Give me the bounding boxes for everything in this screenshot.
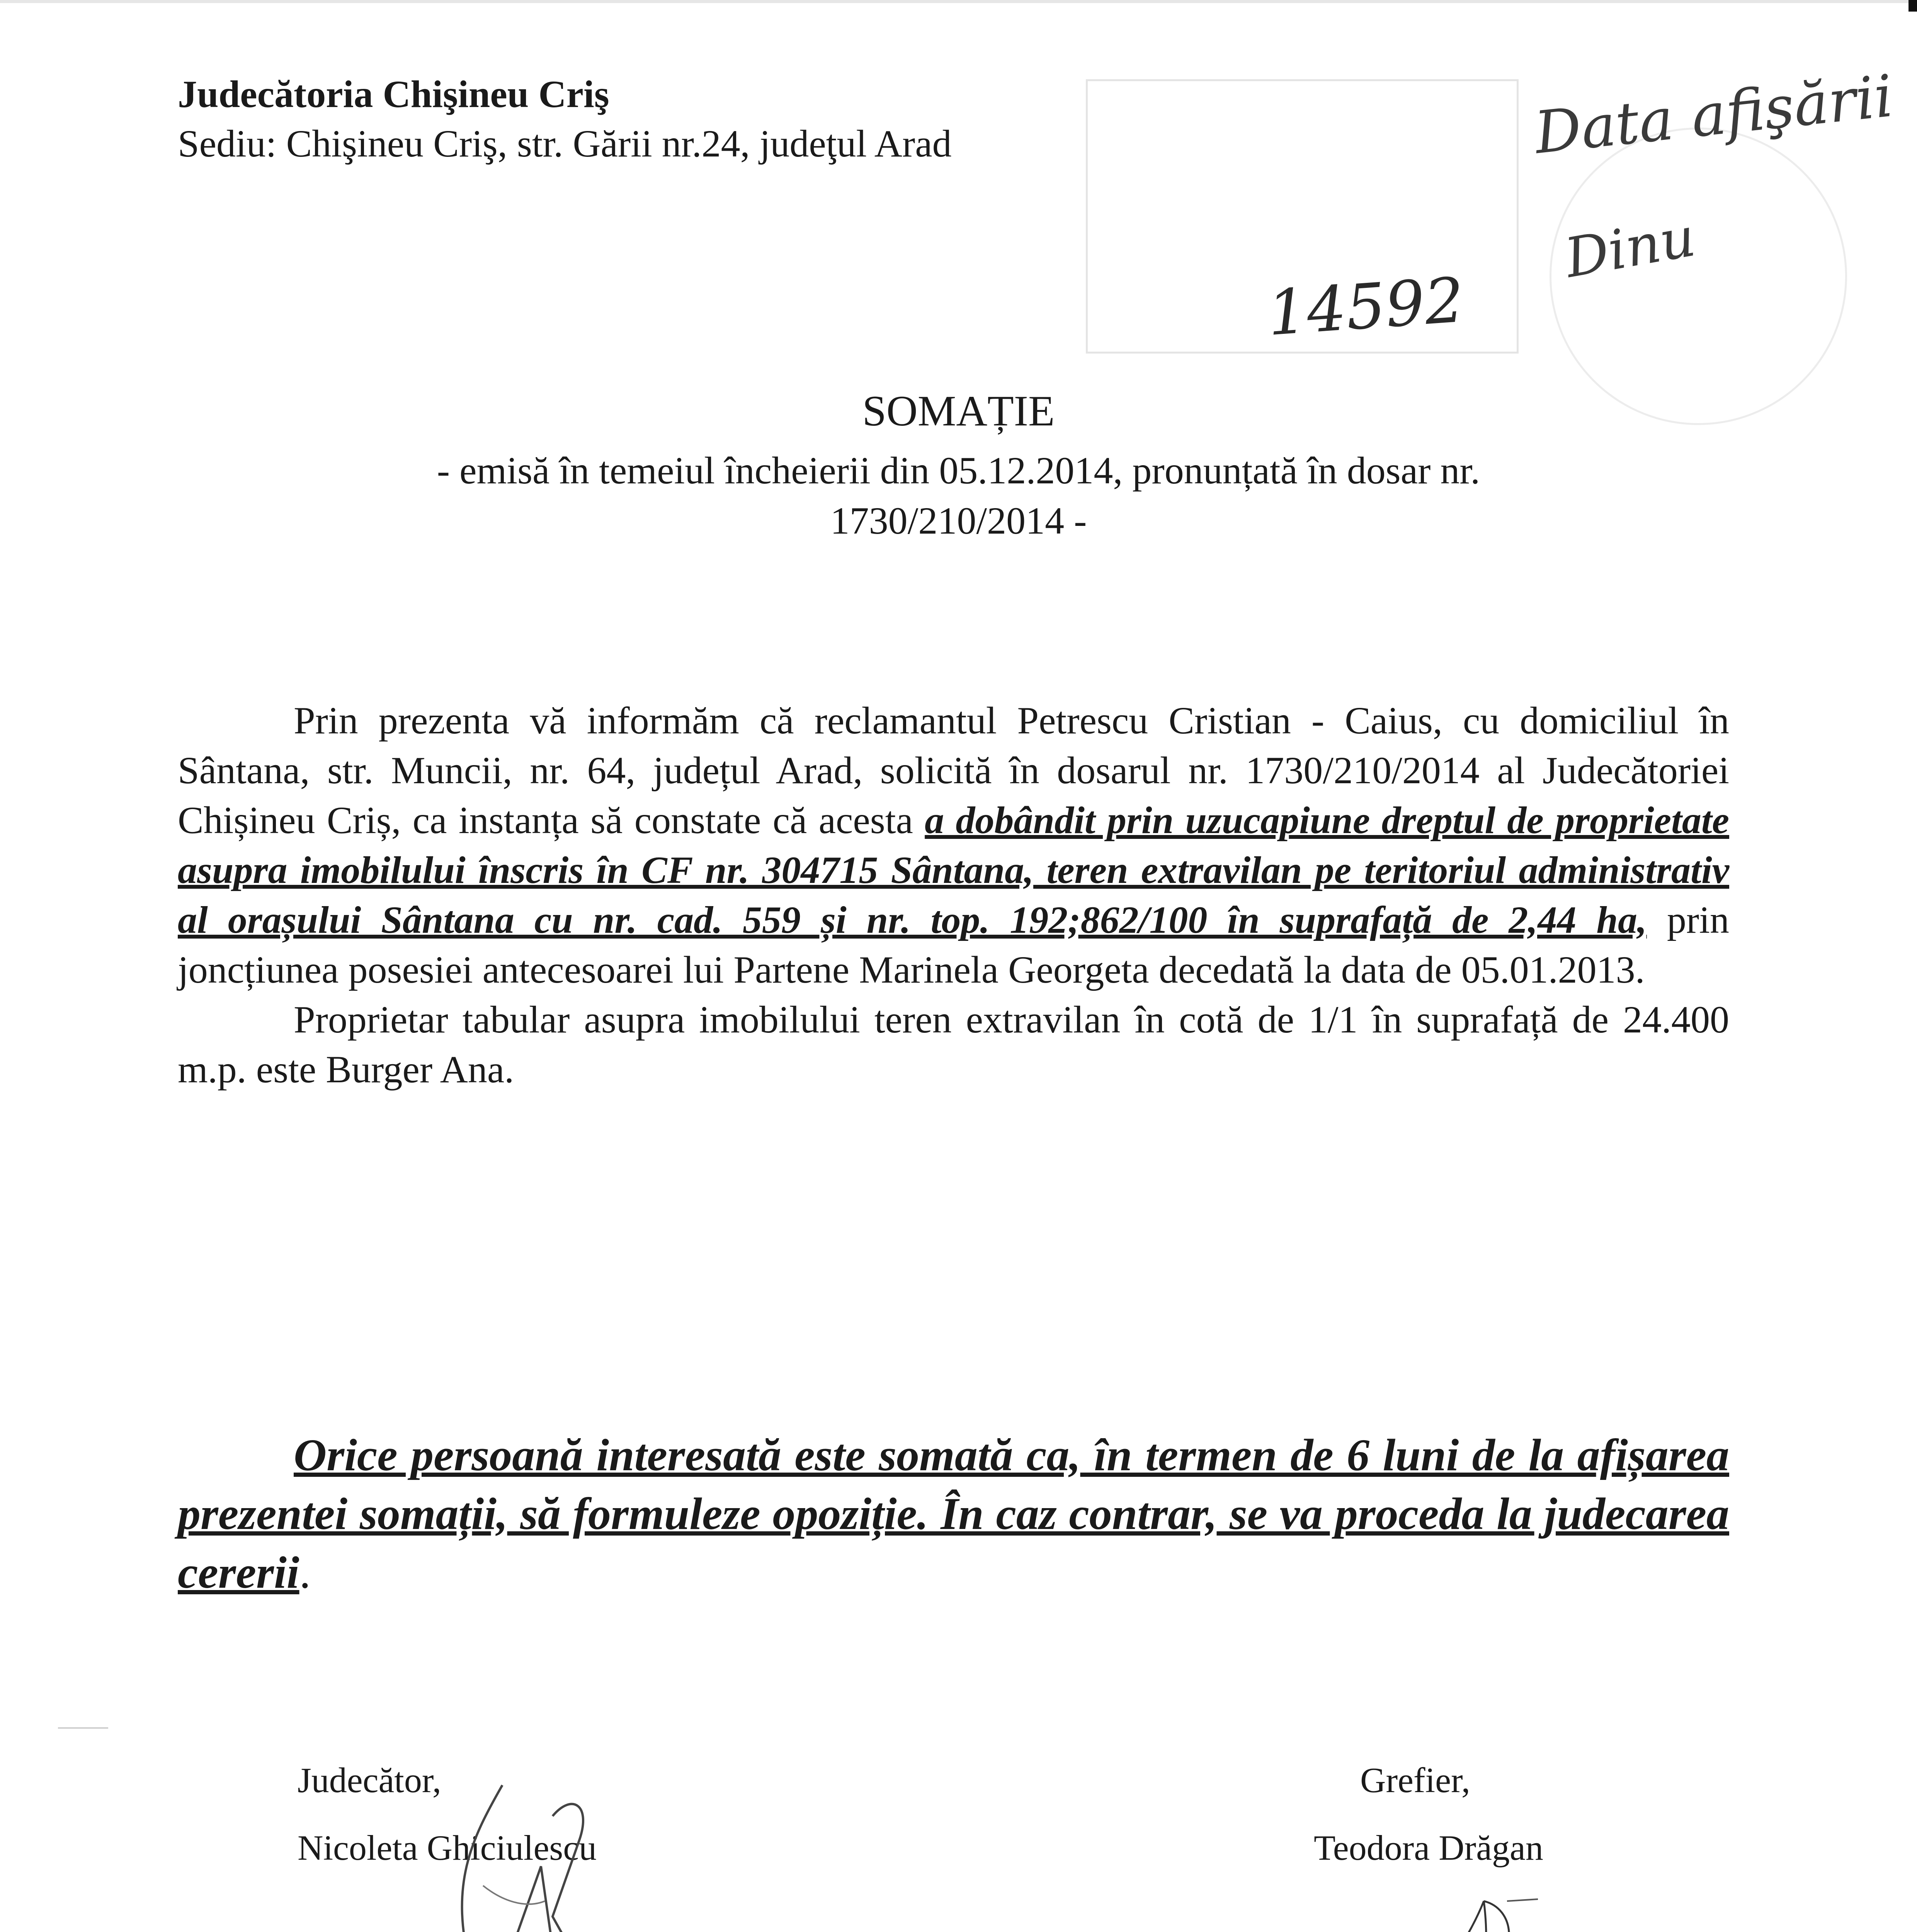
handwritten-registration-number: 14592	[1265, 264, 1466, 350]
para1-conclusion: prin joncțiunea posesiei antecesoarei lui Partene Marinela Georgeta decedată la data de 05.01.2013.	[178, 898, 1729, 991]
document-body	[178, 696, 1729, 1094]
opposition-warning	[178, 1426, 1729, 1602]
warning-text: Orice persoană interesată este somată ca, în termen de 6 luni de la afișarea prezentei somații, să formuleze opoziție. În caz contrar, se va proceda la judecarea cererii	[178, 1430, 1729, 1598]
judge-signature	[425, 1770, 641, 1932]
body-paragraph-2: Proprietar tabular asupra imobilului teren extravilan în cotă de 1/1 în suprafață de 24.400 m.p. este Burger Ana.	[178, 998, 1729, 1091]
court-name: Judecătoria Chişineu Criş	[178, 73, 609, 116]
scan-margin-mark	[58, 1727, 108, 1729]
handwritten-posting-note: Data afişării	[1531, 62, 1897, 167]
court-header	[178, 70, 952, 168]
para1-intro: Prin prezenta vă informăm că reclamantul Petrescu Cristian - Caius, cu domiciliul în Sântana, str. Muncii, nr. 64, județul Arad, solicită în dosarul nr. 1730/210/2014 al Judecătoriei Chișineu Criș, ca instanța să constate că acesta	[178, 699, 1729, 842]
scan-corner-mark	[1908, 0, 1917, 12]
handwritten-initials: Dinu	[1560, 205, 1700, 291]
judge-name: Nicoleta Ghiciulescu	[298, 1828, 597, 1867]
document-subtitle-line1: - emisă în temeiul încheierii din 05.12.2014, pronunțată în dosar nr.	[437, 449, 1480, 492]
body-paragraph-1	[178, 696, 1729, 995]
scan-top-edge	[0, 0, 1917, 3]
warning-period: .	[299, 1547, 311, 1598]
clerk-signature-block	[1314, 1747, 1543, 1882]
clerk-signature	[1391, 1886, 1607, 1932]
clerk-role: Grefier,	[1360, 1760, 1470, 1800]
document-subtitle-line2: 1730/210/2014 -	[830, 499, 1087, 542]
para1-emphasized-claim: a dobândit prin uzucapiune dreptul de proprietate asupra imobilului înscris în CF nr. 304715 Sântana, teren extravilan pe teritoriul administrativ al orașului Sântana cu nr. cad. 559 și nr. top. 192;862/100 în suprafață de 2,44 ha,	[178, 799, 1730, 941]
judge-role: Judecător,	[298, 1760, 441, 1800]
clerk-name: Teodora Drăgan	[1314, 1828, 1543, 1867]
court-address: Sediu: Chişineu Criş, str. Gării nr.24, judeţul Arad	[178, 122, 952, 165]
document-title: SOMAȚIE	[862, 387, 1055, 435]
